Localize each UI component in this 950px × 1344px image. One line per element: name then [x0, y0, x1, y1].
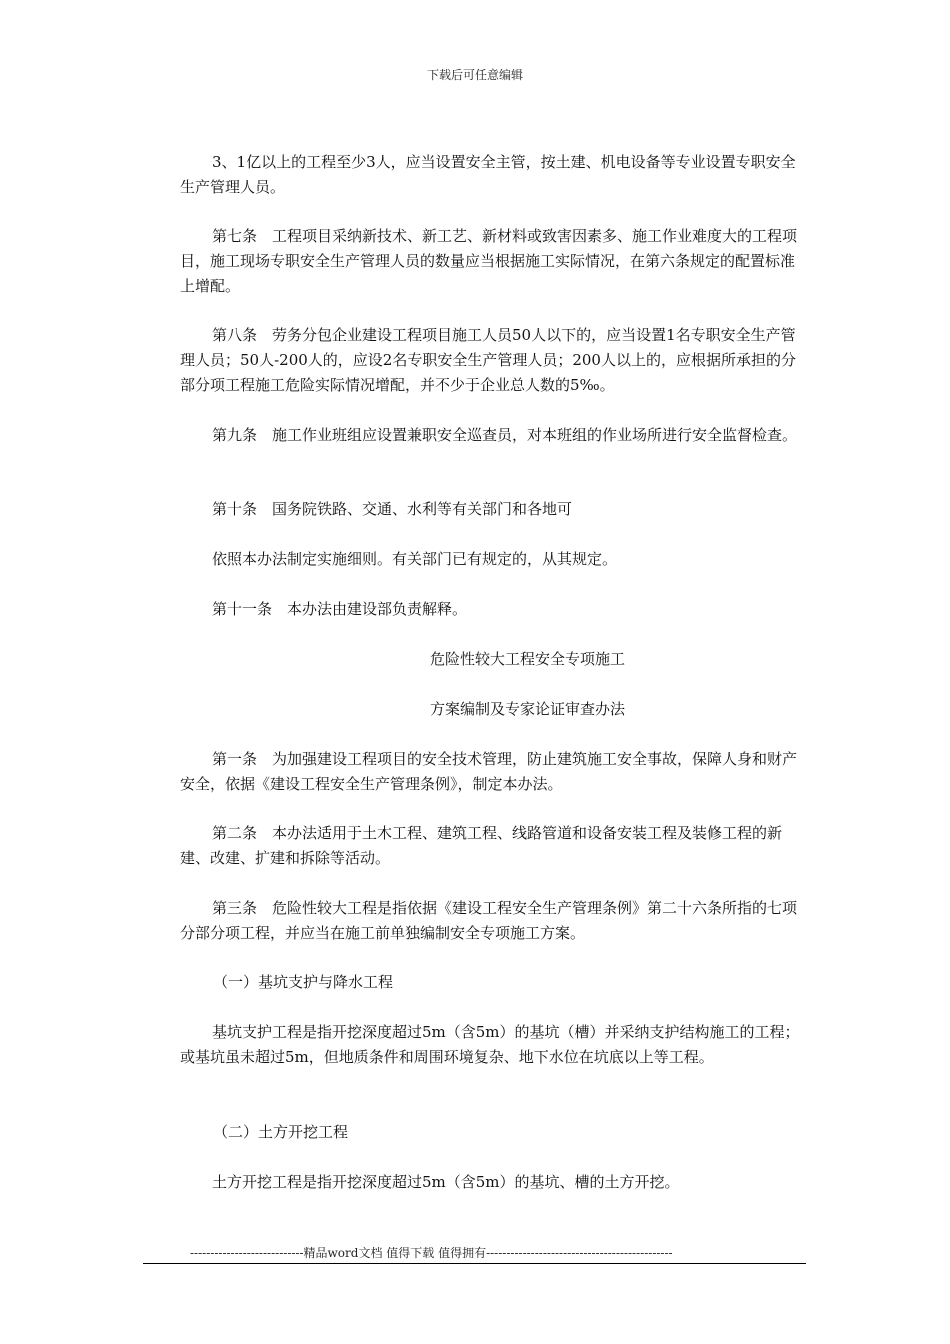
paragraph-article-3: 第三条 危险性较大工程是指依据《建设工程安全生产管理条例》第二十六条所指的七项分部分项工程，并应当在施工前单独编制安全专项施工方案。 — [180, 899, 798, 942]
section-heading-2: （二）土方开挖工程 — [213, 1123, 349, 1141]
document-title-line-2: 方案编制及专家论证审查办法 — [430, 700, 626, 718]
paragraph-article-10-cont: 依照本办法制定实施细则。有关部门已有规定的，从其规定。 — [212, 550, 618, 568]
paragraph-article-1: 第一条 为加强建设工程项目的安全技术管理，防止建筑施工安全事故，保障人身和财产安全，依据《建设工程安全生产管理条例》，制定本办法。 — [180, 750, 798, 793]
section-body-2: 土方开挖工程是指开挖深度超过5m（含5m）的基坑、槽的土方开挖。 — [212, 1173, 680, 1191]
paragraph-article-10: 第十条 国务院铁路、交通、水利等有关部门和各地可 — [212, 500, 573, 518]
paragraph-article-2: 第二条 本办法适用于土木工程、建筑工程、线路管道和设备安装工程及装修工程的新建、改建、扩建和拆除等活动。 — [180, 824, 783, 867]
paragraph: 3、1亿以上的工程至少3人，应当设置安全主管，按土建、机电设备等专业设置专职安全生产管理人员。 — [180, 153, 796, 196]
paragraph-article-7: 第七条 工程项目采纳新技术、新工艺、新材料或致害因素多、施工作业难度大的工程项目，施工现场专职安全生产管理人员的数量应当根据施工实际情况，在第六条规定的配置标准上增配。 — [180, 227, 798, 295]
section-body-1: 基坑支护工程是指开挖深度超过5m（含5m）的基坑（槽）并采纳支护结构施工的工程；或基坑虽未超过5m，但地质条件和周围环境复杂、地下水位在坑底以上等工程。 — [180, 1023, 800, 1066]
footer-rule — [143, 1263, 806, 1264]
paragraph-article-8: 第八条 劳务分包企业建设工程项目施工人员50人以下的，应当设置1名专职安全生产管理人员；50人-200人的，应设2名专职安全生产管理人员；200人以上的，应根据所承担的分部分项工程施工危险实际情况增配，并不少于企业总人数的5‰。 — [180, 326, 796, 394]
document-title-line-1: 危险性较大工程安全专项施工 — [430, 650, 626, 668]
page-header: 下载后可任意编辑 — [426, 68, 523, 82]
page-footer: ----------------------------精品word文档 值得下载 值得拥有---------------------------------------------- — [190, 1246, 673, 1260]
paragraph-article-9: 第九条 施工作业班组应设置兼职安全巡查员，对本班组的作业场所进行安全监督检查。 — [212, 426, 798, 444]
section-heading-1: （一）基坑支护与降水工程 — [213, 973, 394, 991]
paragraph-article-11: 第十一条 本办法由建设部负责解释。 — [212, 600, 468, 618]
